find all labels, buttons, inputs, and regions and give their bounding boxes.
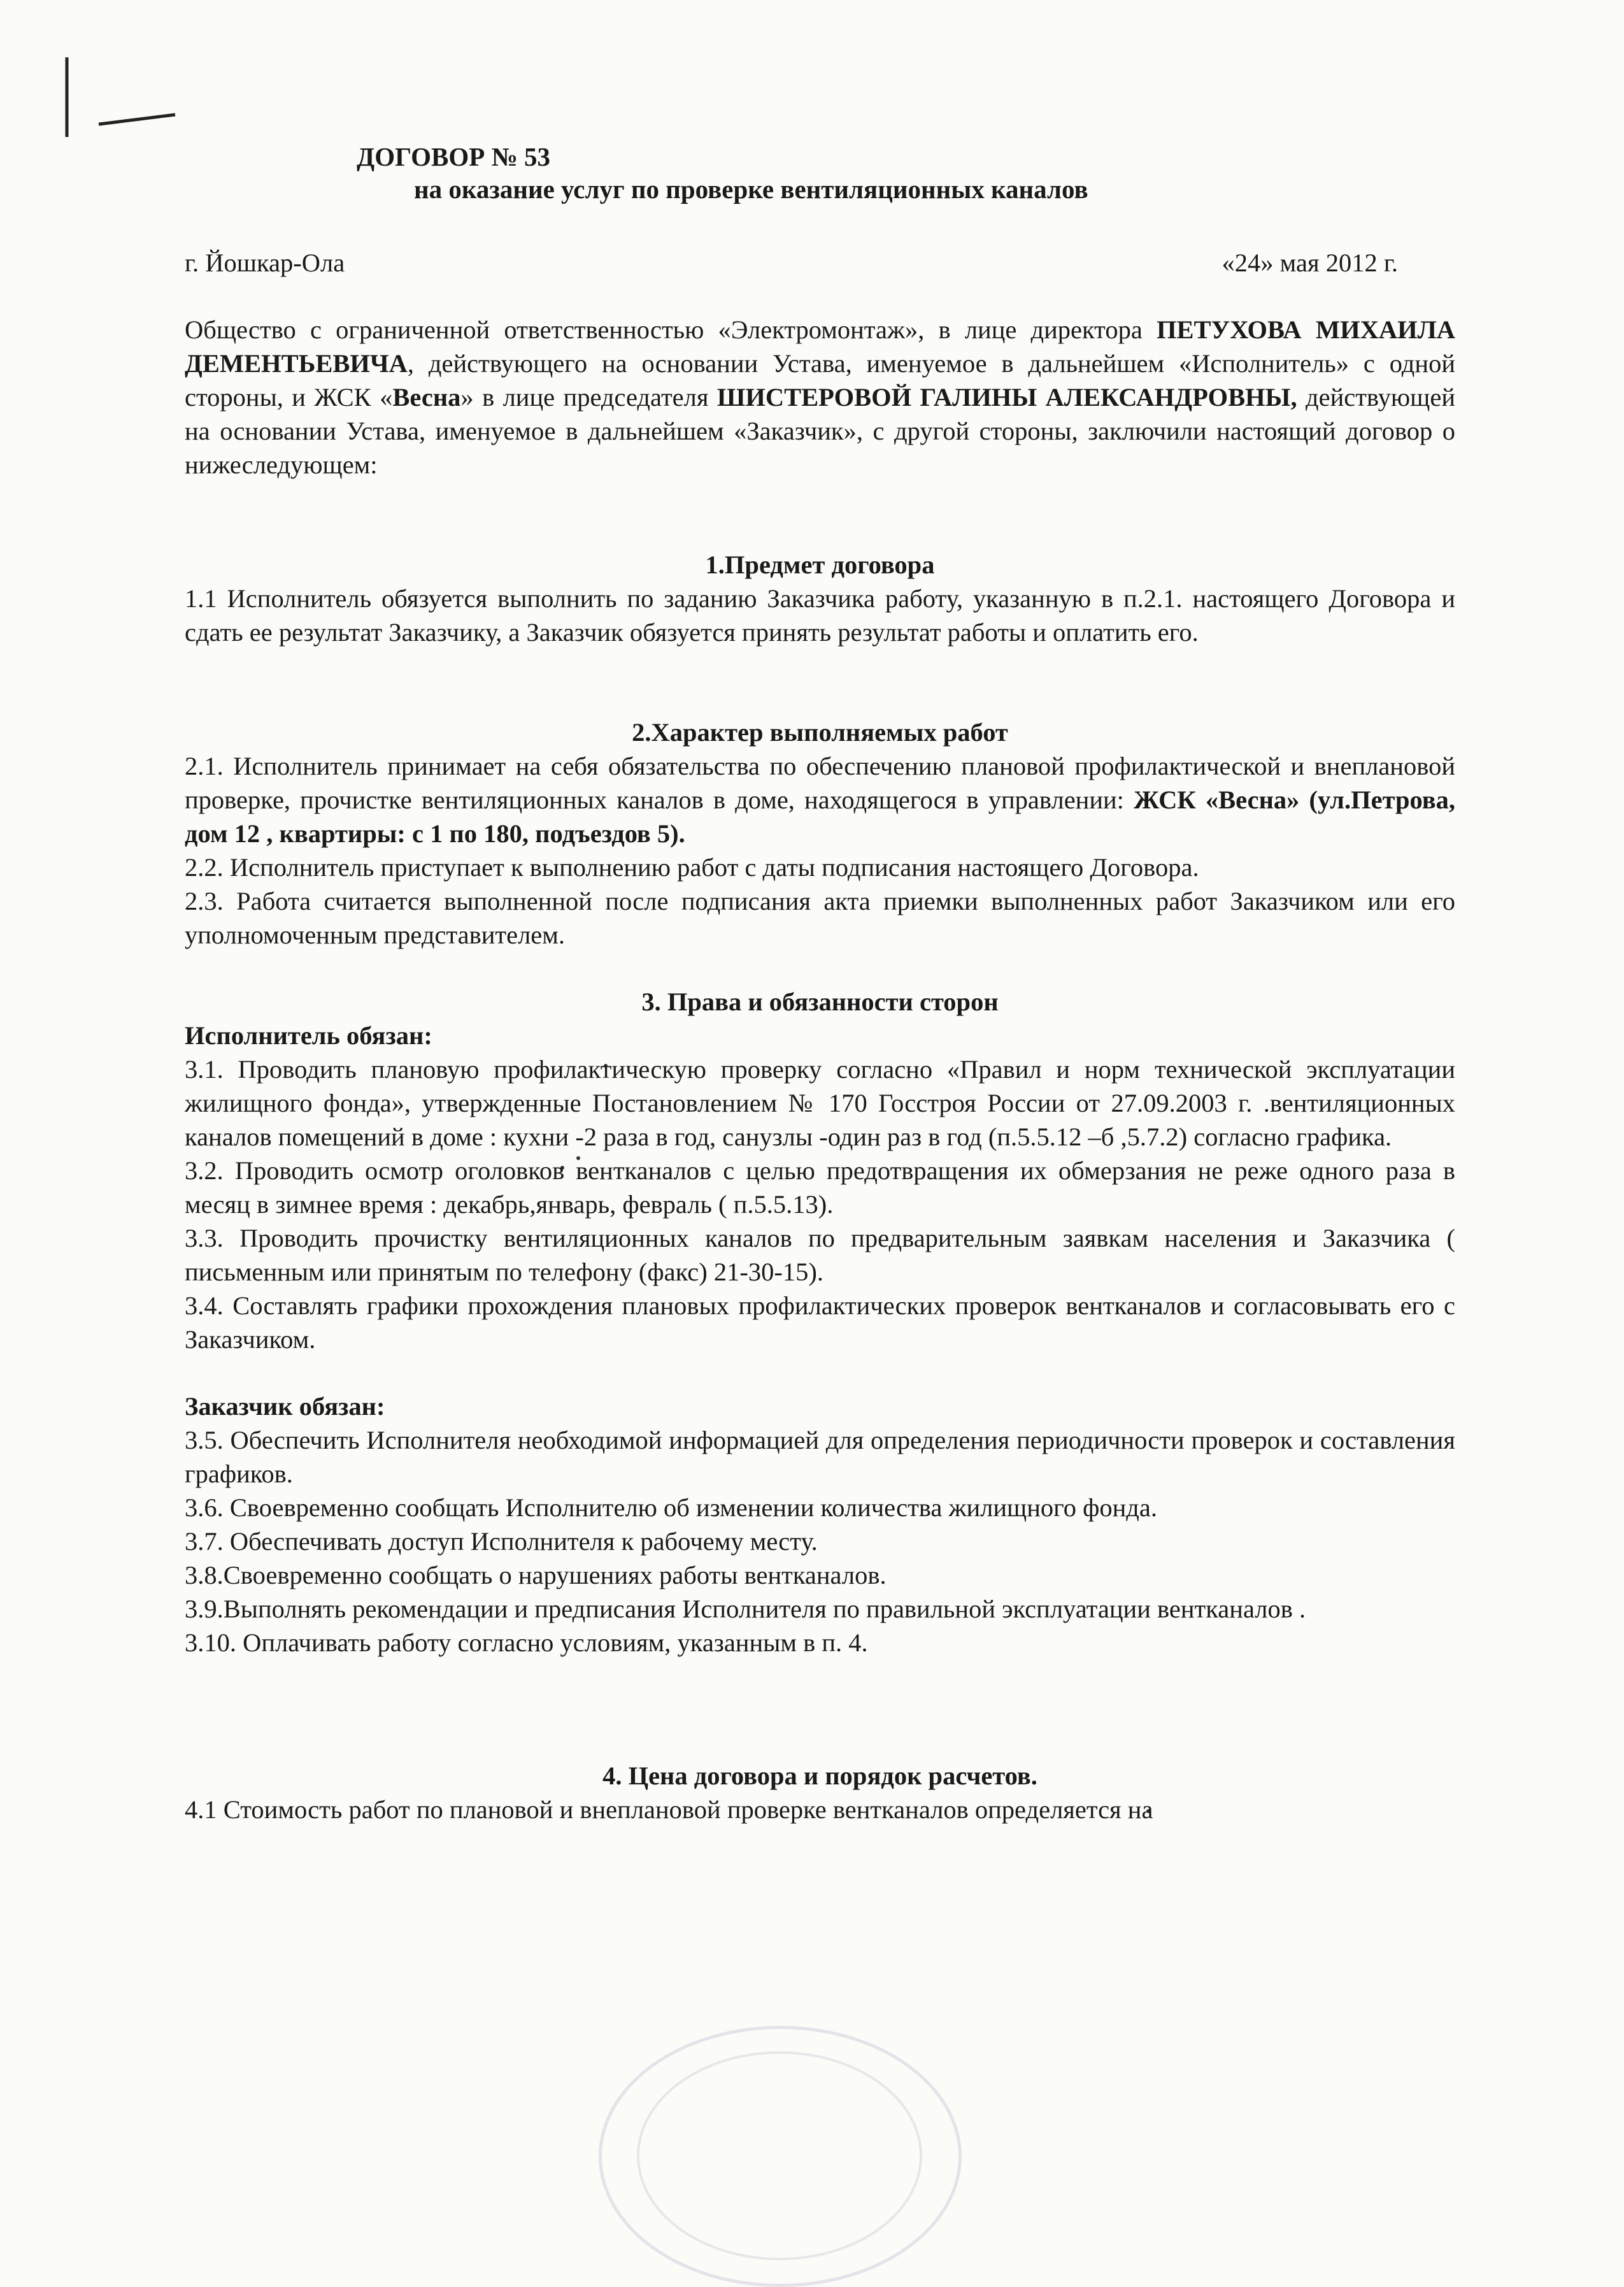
section-2-heading: 2.Характер выполняемых работ	[632, 718, 1008, 747]
preamble-text: действующей на основании Устава, именуемое в дальнейшем «Заказчик», с другой стороны, заключили настоящий договор о нижеследующем:	[185, 383, 1455, 479]
clause-3-7: 3.7. Обеспечивать доступ Исполнителя к рабочему месту.	[185, 1527, 818, 1556]
section-4-heading: 4. Цена договора и порядок расчетов.	[602, 1761, 1037, 1790]
clause-3-3: 3.3. Проводить прочистку вентиляционных каналов по предварительным заявкам населения и Заказчика ( письменным или принятым по телефону (факс) 21-30-15).	[185, 1224, 1455, 1286]
clause-3-1: 3.1. Проводить плановую профилактическую проверку согласно «Правил и норм технической эксплуатации жилищного фонда», утвержденные Постановлением № 170 Госстроя России от 27.09.2003 г. .вентиляционных каналов помещений в доме : кухни -2 раза в год, санузлы -один раз в год (п.5.5.12 –б ,5.7.2) согласно графика.	[185, 1055, 1455, 1151]
contract-date: «24» мая 2012 г.	[1222, 248, 1398, 277]
clause-2-1	[185, 749, 1455, 850]
preamble-text: , действующего на основании Устава, именуемое в дальнейшем «Исполнитель» с одной стороны, и ЖСК «	[185, 349, 1455, 412]
pen-mark	[61, 51, 188, 140]
clause-3-4: 3.4. Составлять графики прохождения плановых профилактических проверок вентканалов и согласовывать его с Заказчиком.	[185, 1291, 1455, 1354]
section-3-heading: 3. Права и обязанности сторон	[641, 987, 999, 1016]
clause-3-2: 3.2. Проводить осмотр оголовков вентканалов с целью предотвращения их обмерзания не реже одного раза в месяц в зимнее время : декабрь,январь, февраль ( п.5.5.13).	[185, 1156, 1455, 1219]
clause-1-1: 1.1 Исполнитель обязуется выполнить по заданию Заказчика работу, указанную в п.2.1. настоящего Договора и сдать ее результат Заказчику, а Заказчик обязуется принять результат работы и оплатить его.	[185, 584, 1455, 647]
section-1-heading: 1.Предмет договора	[705, 550, 935, 579]
contract-subtitle: на оказание услуг по проверке вентиляционных каналов	[414, 175, 1088, 204]
executor-obligations-label: Исполнитель обязан:	[185, 1021, 432, 1050]
clause-3-6: 3.6. Своевременно сообщать Исполнителю об изменении количества жилищного фонда.	[185, 1493, 1157, 1522]
clause-3-8: 3.8.Своевременно сообщать о нарушениях работы вентканалов.	[185, 1561, 887, 1589]
clause-3-10: 3.10. Оплачивать работу согласно условиям, указанным в п. 4.	[185, 1628, 868, 1657]
clause-2-3: 2.3. Работа считается выполненной после подписания акта приемки выполненных работ Заказчиком или его уполномоченным представителем.	[185, 887, 1455, 949]
clause-3-9: 3.9.Выполнять рекомендации и предписания Исполнителя по правильной эксплуатации вентканалов .	[185, 1595, 1306, 1623]
preamble	[185, 313, 1455, 482]
clause-4-1: 4.1 Стоимость работ по плановой и внеплановой проверке вентканалов определяется на	[185, 1795, 1153, 1824]
zhsk-name: Весна	[392, 383, 461, 412]
executor-name: ПЕТУХОВА МИХАИЛА ДЕМЕНТЬЕВИЧА	[185, 315, 1455, 378]
object-address: ЖСК «Весна» (ул.Петрова, дом 12 , квартиры: с 1 по 180, подъездов 5).	[185, 785, 1455, 848]
clause-text: 2.1. Исполнитель принимает на себя обязательства по обеспечению плановой профилактической и внеплановой проверке, прочистке вентиляционных каналов в доме, находящегося в управлении:	[185, 752, 1455, 814]
city-date-row	[185, 246, 1455, 280]
clause-2-2: 2.2. Исполнитель приступает к выполнению работ с даты подписания настоящего Договора.	[185, 853, 1199, 882]
city: г. Йошкар-Ола	[185, 248, 345, 277]
preamble-text: Общество с ограниченной ответственностью «Электромонтаж», в лице директора	[185, 315, 1143, 344]
preamble-text: » в лице председателя	[460, 383, 717, 412]
seal-bleed-inner	[637, 2051, 922, 2260]
clause-3-5: 3.5. Обеспечить Исполнителя необходимой информацией для определения периодичности проверок и составления графиков.	[185, 1426, 1455, 1488]
contract-title: ДОГОВОР № 53	[357, 142, 551, 171]
customer-name: ШИСТЕРОВОЙ ГАЛИНЫ АЛЕКСАНДРОВНЫ,	[716, 383, 1297, 412]
contract-body	[185, 140, 1455, 1826]
customer-obligations-label: Заказчик обязан:	[185, 1392, 385, 1421]
